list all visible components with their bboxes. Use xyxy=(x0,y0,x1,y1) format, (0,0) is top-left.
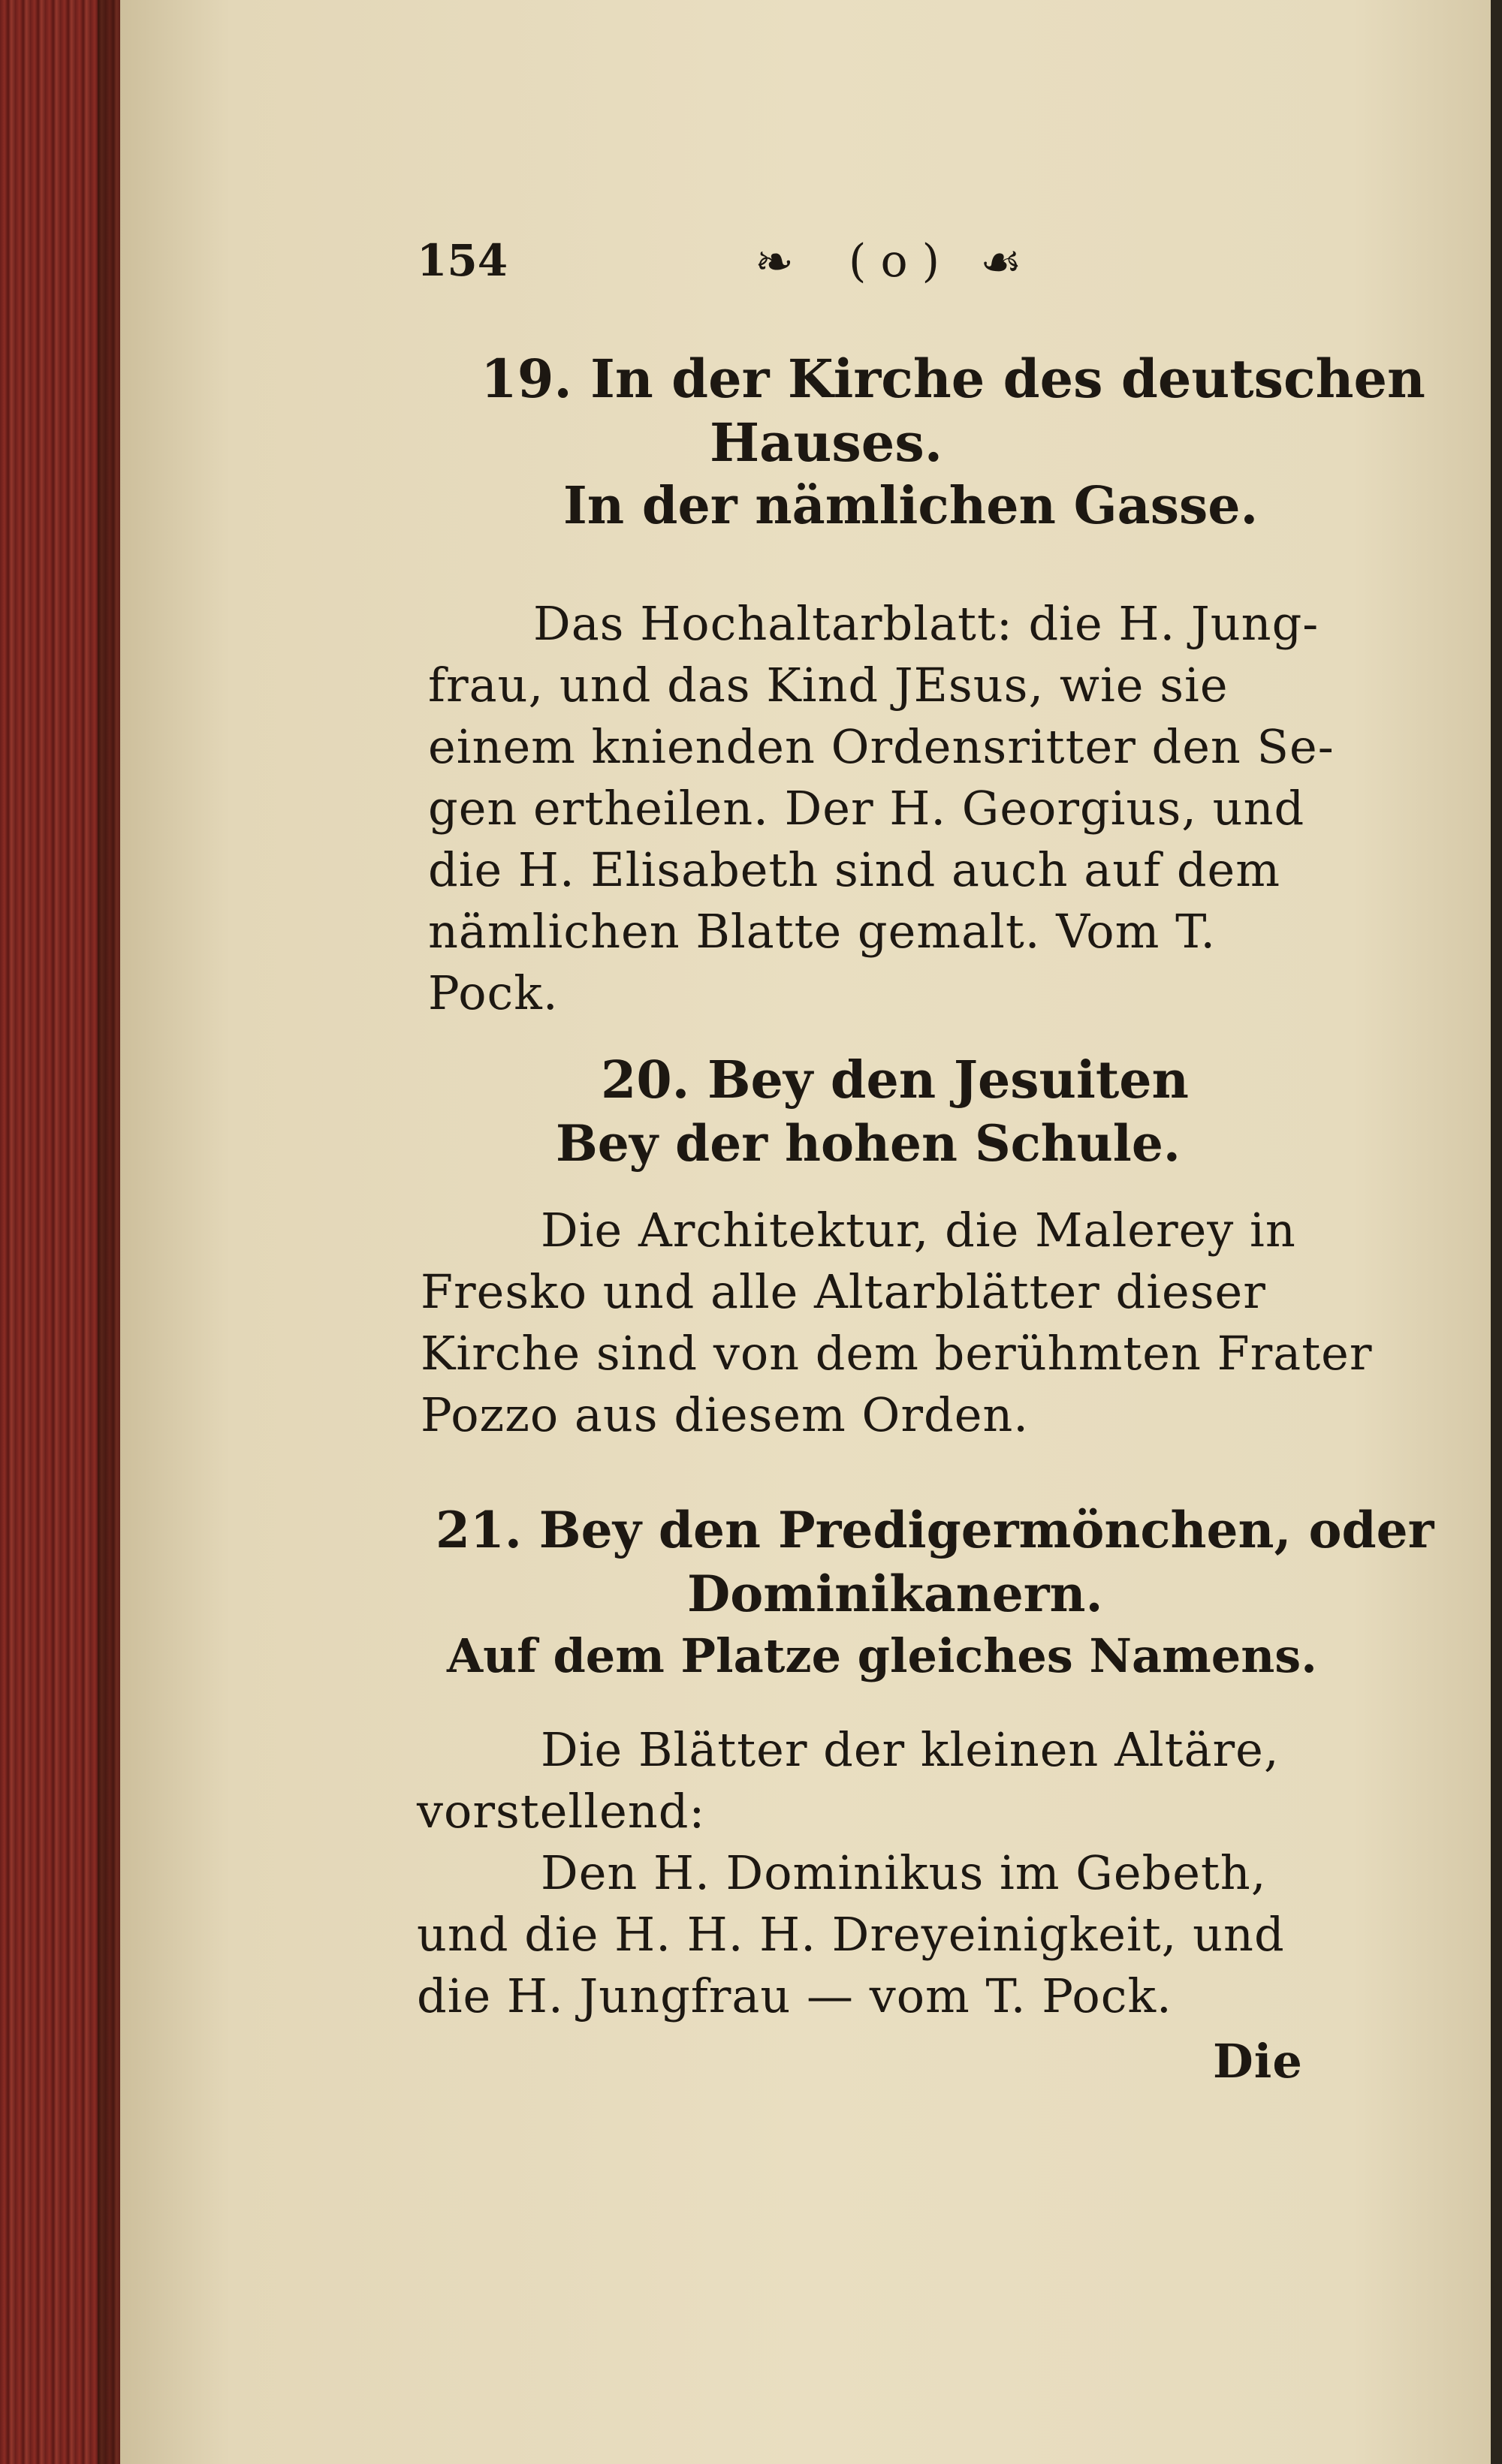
paragraph-line: nämlichen Blatte gemalt. Vom T. xyxy=(428,904,1217,959)
paragraph-line: Kirche sind von dem berühmten Frater xyxy=(421,1326,1373,1381)
page-right-edge xyxy=(1491,0,1502,2464)
ornament-left-icon: ❧ xyxy=(755,234,795,289)
section-subheading: Bey der hohen Schule. xyxy=(556,1114,1181,1173)
section-heading: 21. Bey den Predigermönchen, oder xyxy=(436,1501,1434,1559)
section-subheading: In der nämlichen Gasse. xyxy=(563,476,1259,536)
paragraph-line: und die H. H. H. Dreyeinigkeit, und xyxy=(417,1907,1285,1962)
paragraph-line: Pozzo aus diesem Orden. xyxy=(421,1387,1030,1442)
paragraph-line: gen ertheilen. Der H. Georgius, und xyxy=(428,781,1305,836)
paragraph-line: Das Hochaltarblatt: die H. Jung- xyxy=(533,596,1320,651)
paragraph-line: Die Architektur, die Malerey in xyxy=(541,1203,1296,1258)
section-heading: Hauses. xyxy=(710,411,943,474)
section-subheading: Auf dem Platze gleiches Namens. xyxy=(447,1628,1317,1683)
section-heading: 19. In der Kirche des deutschen xyxy=(481,348,1425,410)
catchword: Die xyxy=(1213,2034,1303,2089)
paragraph-line: Den H. Dominikus im Gebeth, xyxy=(541,1845,1267,1900)
page-number: 154 xyxy=(417,235,508,286)
paragraph-line: einem knienden Ordensritter den Se- xyxy=(428,719,1335,774)
section-heading: Dominikanern. xyxy=(687,1565,1103,1623)
paragraph-line: Fresko und alle Altarblätter dieser xyxy=(421,1264,1266,1319)
ornament-right-icon: ☙ xyxy=(980,234,1024,289)
paragraph-line: vorstellend: xyxy=(417,1784,706,1839)
paragraph-line: Pock. xyxy=(428,965,559,1020)
paragraph-line: Die Blätter der kleinen Altäre, xyxy=(541,1722,1280,1777)
running-head: ( o ) xyxy=(849,235,940,288)
section-heading: 20. Bey den Jesuiten xyxy=(601,1050,1189,1110)
paragraph-line: die H. Jungfrau — vom T. Pock. xyxy=(417,1968,1172,2023)
paragraph-line: die H. Elisabeth sind auch auf dem xyxy=(428,842,1280,897)
paragraph-line: frau, und das Kind JEsus, wie sie xyxy=(428,658,1229,712)
